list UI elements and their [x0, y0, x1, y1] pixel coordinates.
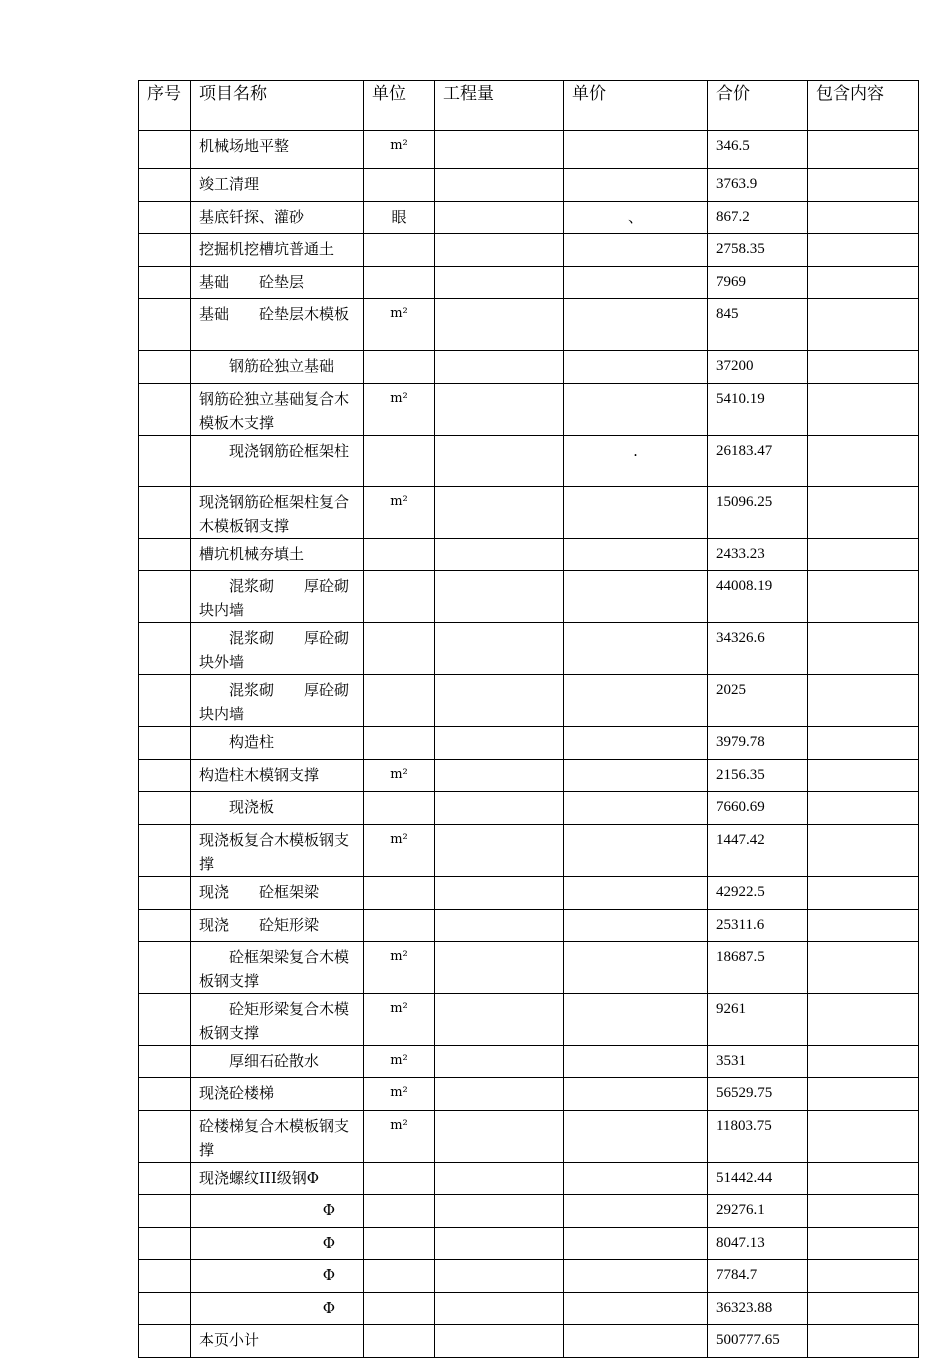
unit-price-cell	[564, 760, 708, 792]
contents-cell	[808, 299, 919, 351]
item-name-cell: 现浇 砼框架梁	[191, 877, 364, 910]
quantity-cell	[435, 131, 564, 169]
seq-cell	[139, 825, 191, 877]
total-price-cell: 44008.19	[708, 571, 808, 623]
contents-cell	[808, 1195, 919, 1228]
total-price-cell: 25311.6	[708, 910, 808, 942]
unit-cell	[364, 623, 435, 675]
contents-cell	[808, 910, 919, 942]
unit-cell	[364, 267, 435, 299]
quantity-cell	[435, 487, 564, 539]
contents-cell	[808, 760, 919, 792]
item-name-cell: 砼框架梁复合木模板钢支撑	[191, 942, 364, 994]
contents-cell	[808, 169, 919, 202]
total-price-cell: 867.2	[708, 202, 808, 234]
unit-price-cell	[564, 267, 708, 299]
table-row	[139, 910, 919, 942]
unit-price-cell	[564, 384, 708, 436]
seq-cell	[139, 877, 191, 910]
item-name-cell: 钢筋砼独立基础	[191, 351, 364, 384]
total-price-cell: 845	[708, 299, 808, 351]
item-name-cell: 现浇板复合木模板钢支撑	[191, 825, 364, 877]
contents-cell	[808, 1325, 919, 1358]
unit-price-cell	[564, 351, 708, 384]
seq-cell	[139, 234, 191, 267]
item-name-cell: 基底钎探、灌砂	[191, 202, 364, 234]
item-name-cell: Φ	[191, 1228, 364, 1260]
contents-cell	[808, 351, 919, 384]
total-price-cell: 11803.75	[708, 1111, 808, 1163]
contents-cell	[808, 539, 919, 571]
header-contents: 包含内容	[808, 81, 919, 131]
item-name-cell: Φ	[191, 1195, 364, 1228]
contents-cell	[808, 267, 919, 299]
unit-cell	[364, 1228, 435, 1260]
unit-price-cell: 、	[564, 202, 708, 234]
unit-price-cell	[564, 1078, 708, 1111]
item-name-cell: 构造柱木模钢支撑	[191, 760, 364, 792]
header-unit: 单位	[364, 81, 435, 131]
unit-price-cell	[564, 234, 708, 267]
seq-cell	[139, 942, 191, 994]
item-name-cell: 竣工清理	[191, 169, 364, 202]
item-name-cell: 现浇 砼矩形梁	[191, 910, 364, 942]
contents-cell	[808, 234, 919, 267]
unit-cell: m²	[364, 1111, 435, 1163]
table-row	[139, 202, 919, 234]
unit-price-cell	[564, 1111, 708, 1163]
contents-cell	[808, 675, 919, 727]
quantity-cell	[435, 234, 564, 267]
quantity-cell	[435, 351, 564, 384]
table-row	[139, 1260, 919, 1293]
seq-cell	[139, 760, 191, 792]
item-name-cell: 砼矩形梁复合木模板钢支撑	[191, 994, 364, 1046]
contents-cell	[808, 202, 919, 234]
seq-cell	[139, 1046, 191, 1078]
header-row	[139, 81, 919, 131]
total-price-cell: 3763.9	[708, 169, 808, 202]
header-total-price: 合价	[708, 81, 808, 131]
total-price-cell: 15096.25	[708, 487, 808, 539]
item-name-cell: 挖掘机挖槽坑普通土	[191, 234, 364, 267]
quantity-cell	[435, 1111, 564, 1163]
table-row	[139, 1293, 919, 1325]
unit-price-cell	[564, 1046, 708, 1078]
unit-price-cell	[564, 1163, 708, 1195]
quantity-cell	[435, 1260, 564, 1293]
table-row	[139, 623, 919, 675]
unit-cell	[364, 234, 435, 267]
item-name-cell: 厚细石砼散水	[191, 1046, 364, 1078]
total-price-cell: 2025	[708, 675, 808, 727]
contents-cell	[808, 727, 919, 760]
unit-price-cell	[564, 299, 708, 351]
item-name-cell: 基础 砼垫层	[191, 267, 364, 299]
table-row	[139, 1325, 919, 1358]
quantity-cell	[435, 675, 564, 727]
seq-cell	[139, 169, 191, 202]
unit-cell	[364, 792, 435, 825]
unit-cell	[364, 351, 435, 384]
quantity-cell	[435, 299, 564, 351]
unit-price-cell	[564, 727, 708, 760]
contents-cell	[808, 792, 919, 825]
item-name-cell: 本页小计	[191, 1325, 364, 1358]
table-row	[139, 994, 919, 1046]
quantity-cell	[435, 1163, 564, 1195]
quantity-cell	[435, 623, 564, 675]
quantity-cell	[435, 877, 564, 910]
quantity-cell	[435, 994, 564, 1046]
seq-cell	[139, 1228, 191, 1260]
seq-cell	[139, 351, 191, 384]
contents-cell	[808, 1046, 919, 1078]
item-name-cell: 现浇砼楼梯	[191, 1078, 364, 1111]
unit-cell	[364, 169, 435, 202]
unit-price-cell	[564, 131, 708, 169]
quantity-cell	[435, 1325, 564, 1358]
total-price-cell: 3531	[708, 1046, 808, 1078]
seq-cell	[139, 675, 191, 727]
table-row	[139, 487, 919, 539]
contents-cell	[808, 623, 919, 675]
quantity-cell	[435, 571, 564, 623]
seq-cell	[139, 202, 191, 234]
unit-cell: m²	[364, 384, 435, 436]
item-name-cell: 现浇螺纹III级钢Φ	[191, 1163, 364, 1195]
contents-cell	[808, 131, 919, 169]
quantity-cell	[435, 1078, 564, 1111]
contents-cell	[808, 384, 919, 436]
quantity-cell	[435, 760, 564, 792]
quantity-cell	[435, 202, 564, 234]
seq-cell	[139, 1195, 191, 1228]
unit-cell	[364, 877, 435, 910]
seq-cell	[139, 436, 191, 487]
unit-cell: m²	[364, 1078, 435, 1111]
table-row	[139, 727, 919, 760]
seq-cell	[139, 1293, 191, 1325]
header-seq: 序号	[139, 81, 191, 131]
unit-price-cell	[564, 1293, 708, 1325]
unit-price-cell	[564, 169, 708, 202]
unit-price-cell	[564, 942, 708, 994]
contents-cell	[808, 1163, 919, 1195]
seq-cell	[139, 1325, 191, 1358]
unit-cell: 眼	[364, 202, 435, 234]
unit-price-cell	[564, 487, 708, 539]
total-price-cell: 42922.5	[708, 877, 808, 910]
seq-cell	[139, 792, 191, 825]
unit-cell	[364, 1325, 435, 1358]
table-row	[139, 1228, 919, 1260]
header-quantity: 工程量	[435, 81, 564, 131]
total-price-cell: 8047.13	[708, 1228, 808, 1260]
total-price-cell: 37200	[708, 351, 808, 384]
seq-cell	[139, 623, 191, 675]
unit-cell	[364, 571, 435, 623]
total-price-cell: 500777.65	[708, 1325, 808, 1358]
unit-price-cell	[564, 1260, 708, 1293]
unit-price-cell	[564, 539, 708, 571]
total-price-cell: 29276.1	[708, 1195, 808, 1228]
unit-price-cell	[564, 877, 708, 910]
table-row	[139, 539, 919, 571]
contents-cell	[808, 825, 919, 877]
table-row	[139, 169, 919, 202]
table-row	[139, 760, 919, 792]
unit-cell	[364, 1293, 435, 1325]
item-name-cell: 现浇板	[191, 792, 364, 825]
total-price-cell: 2156.35	[708, 760, 808, 792]
quantity-cell	[435, 910, 564, 942]
unit-price-cell	[564, 994, 708, 1046]
quantity-cell	[435, 792, 564, 825]
contents-cell	[808, 942, 919, 994]
contents-cell	[808, 994, 919, 1046]
total-price-cell: 2758.35	[708, 234, 808, 267]
seq-cell	[139, 1163, 191, 1195]
quantity-cell	[435, 169, 564, 202]
seq-cell	[139, 384, 191, 436]
unit-cell: m²	[364, 942, 435, 994]
total-price-cell: 7969	[708, 267, 808, 299]
table-row	[139, 131, 919, 169]
seq-cell	[139, 994, 191, 1046]
table-row	[139, 942, 919, 994]
seq-cell	[139, 131, 191, 169]
table-row	[139, 675, 919, 727]
unit-cell	[364, 539, 435, 571]
seq-cell	[139, 487, 191, 539]
seq-cell	[139, 1111, 191, 1163]
table-row	[139, 1046, 919, 1078]
quantity-cell	[435, 539, 564, 571]
quantity-cell	[435, 942, 564, 994]
total-price-cell: 346.5	[708, 131, 808, 169]
contents-cell	[808, 1228, 919, 1260]
table-row	[139, 299, 919, 351]
quantity-cell	[435, 384, 564, 436]
table-row	[139, 1078, 919, 1111]
contents-cell	[808, 436, 919, 487]
contents-cell	[808, 1260, 919, 1293]
quantity-cell	[435, 436, 564, 487]
contents-cell	[808, 1293, 919, 1325]
seq-cell	[139, 571, 191, 623]
unit-cell	[364, 436, 435, 487]
quantity-cell	[435, 1228, 564, 1260]
table-row	[139, 1195, 919, 1228]
contents-cell	[808, 487, 919, 539]
table-row	[139, 384, 919, 436]
seq-cell	[139, 1260, 191, 1293]
unit-price-cell: .	[564, 436, 708, 487]
unit-cell: m²	[364, 487, 435, 539]
contents-cell	[808, 1078, 919, 1111]
header-item-name: 项目名称	[191, 81, 364, 131]
item-name-cell: Φ	[191, 1260, 364, 1293]
unit-cell: m²	[364, 1046, 435, 1078]
item-name-cell: 混浆砌 厚砼砌块外墙	[191, 623, 364, 675]
item-name-cell: 混浆砌 厚砼砌块内墙	[191, 571, 364, 623]
quantity-cell	[435, 1195, 564, 1228]
total-price-cell: 18687.5	[708, 942, 808, 994]
table-row	[139, 877, 919, 910]
item-name-cell: 机械场地平整	[191, 131, 364, 169]
unit-cell	[364, 1260, 435, 1293]
seq-cell	[139, 539, 191, 571]
item-name-cell: 砼楼梯复合木模板钢支撑	[191, 1111, 364, 1163]
total-price-cell: 26183.47	[708, 436, 808, 487]
unit-price-cell	[564, 792, 708, 825]
quantity-cell	[435, 267, 564, 299]
table-row	[139, 825, 919, 877]
unit-price-cell	[564, 571, 708, 623]
total-price-cell: 7660.69	[708, 792, 808, 825]
quantity-cell	[435, 727, 564, 760]
table-row	[139, 1111, 919, 1163]
table-row	[139, 234, 919, 267]
unit-cell	[364, 1163, 435, 1195]
total-price-cell: 34326.6	[708, 623, 808, 675]
item-name-cell: 钢筋砼独立基础复合木模板木支撑	[191, 384, 364, 436]
item-name-cell: 槽坑机械夯填土	[191, 539, 364, 571]
unit-cell	[364, 1195, 435, 1228]
total-price-cell: 1447.42	[708, 825, 808, 877]
unit-cell: m²	[364, 825, 435, 877]
item-name-cell: 混浆砌 厚砼砌块内墙	[191, 675, 364, 727]
unit-price-cell	[564, 825, 708, 877]
unit-price-cell	[564, 1195, 708, 1228]
seq-cell	[139, 910, 191, 942]
unit-price-cell	[564, 1228, 708, 1260]
unit-price-cell	[564, 623, 708, 675]
contents-cell	[808, 1111, 919, 1163]
total-price-cell: 3979.78	[708, 727, 808, 760]
unit-cell	[364, 727, 435, 760]
seq-cell	[139, 727, 191, 760]
unit-price-cell	[564, 910, 708, 942]
table-row	[139, 571, 919, 623]
unit-cell: m²	[364, 299, 435, 351]
header-unit-price: 单价	[564, 81, 708, 131]
item-name-cell: 现浇钢筋砼框架柱	[191, 436, 364, 487]
quantity-cell	[435, 1293, 564, 1325]
contents-cell	[808, 571, 919, 623]
quantity-cell	[435, 825, 564, 877]
table-row	[139, 351, 919, 384]
item-name-cell: 现浇钢筋砼框架柱复合木模板钢支撑	[191, 487, 364, 539]
seq-cell	[139, 1078, 191, 1111]
total-price-cell: 36323.88	[708, 1293, 808, 1325]
table-row	[139, 1163, 919, 1195]
total-price-cell: 7784.7	[708, 1260, 808, 1293]
total-price-cell: 5410.19	[708, 384, 808, 436]
unit-cell: m²	[364, 994, 435, 1046]
table-row	[139, 267, 919, 299]
unit-cell	[364, 910, 435, 942]
total-price-cell: 2433.23	[708, 539, 808, 571]
unit-cell: m²	[364, 131, 435, 169]
total-price-cell: 9261	[708, 994, 808, 1046]
table-row	[139, 792, 919, 825]
item-name-cell: 基础 砼垫层木模板	[191, 299, 364, 351]
item-name-cell: 构造柱	[191, 727, 364, 760]
unit-price-cell	[564, 1325, 708, 1358]
unit-cell	[364, 675, 435, 727]
table-row	[139, 436, 919, 487]
seq-cell	[139, 299, 191, 351]
total-price-cell: 51442.44	[708, 1163, 808, 1195]
item-name-cell: Φ	[191, 1293, 364, 1325]
seq-cell	[139, 267, 191, 299]
total-price-cell: 56529.75	[708, 1078, 808, 1111]
unit-price-cell	[564, 675, 708, 727]
unit-cell: m²	[364, 760, 435, 792]
bill-of-quantities-table	[138, 80, 919, 1358]
quantity-cell	[435, 1046, 564, 1078]
contents-cell	[808, 877, 919, 910]
